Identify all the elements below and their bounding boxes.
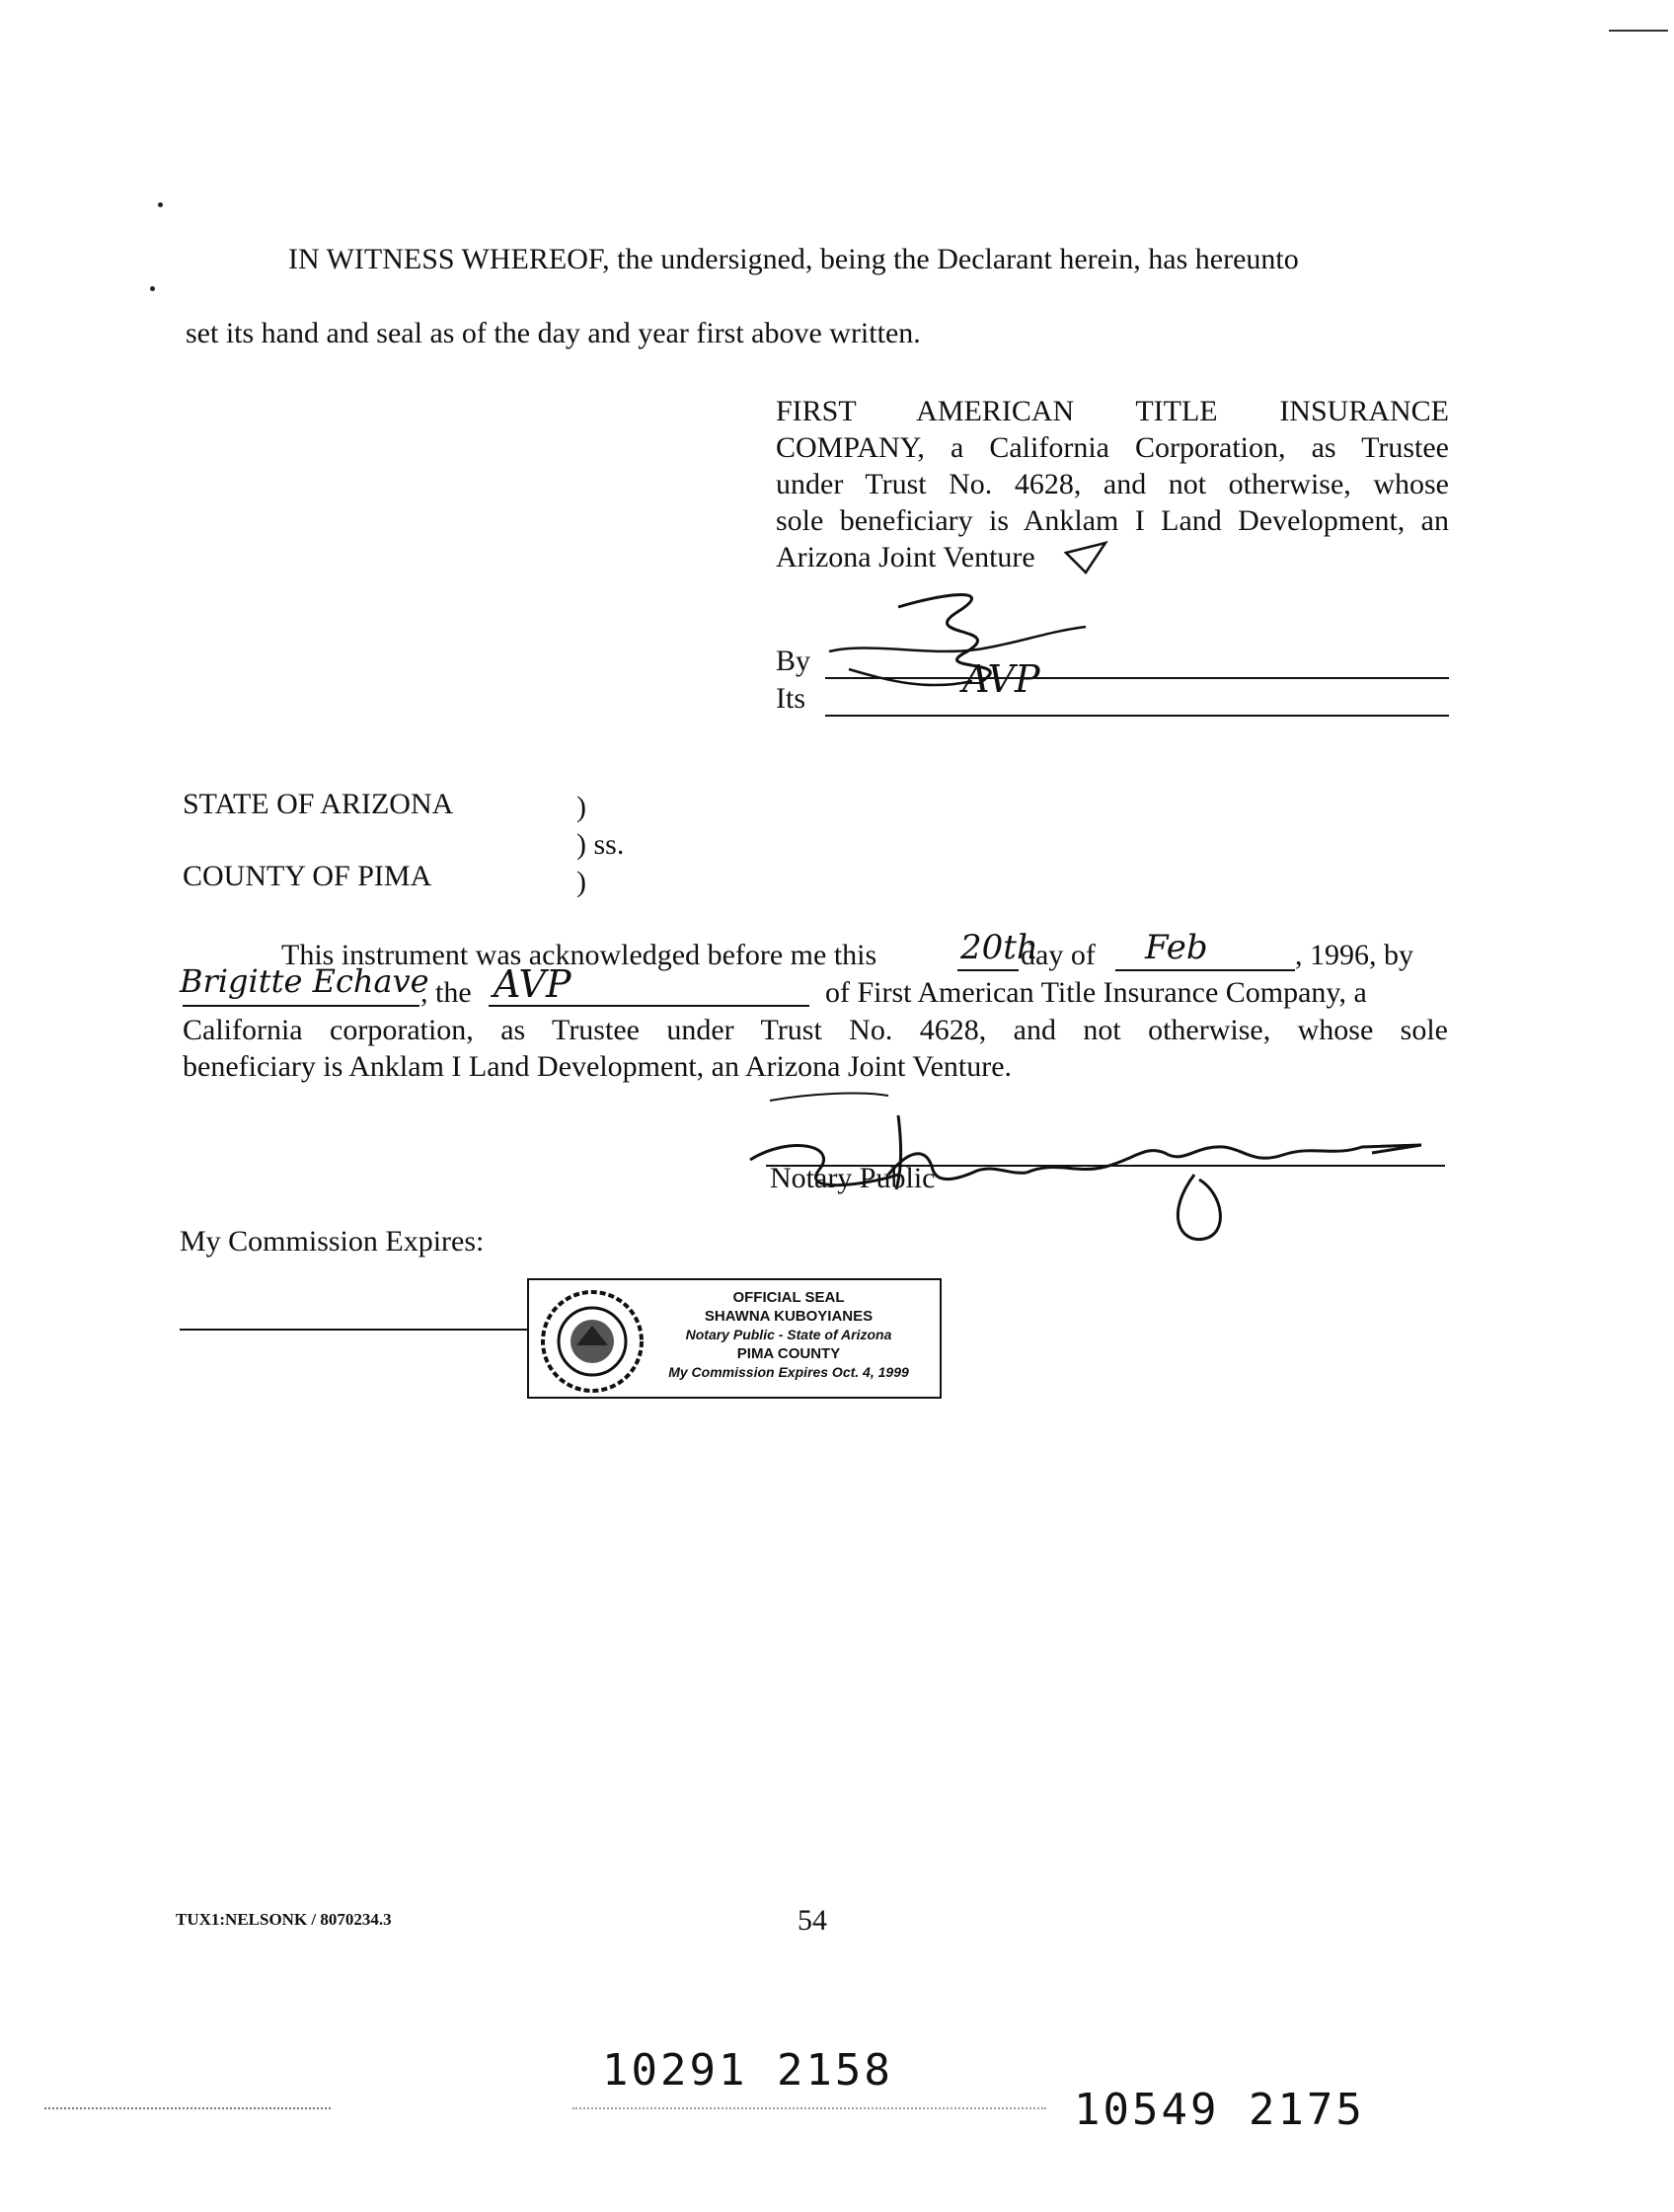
ack-text-d: , the [420, 976, 472, 1009]
by-label: By [776, 645, 811, 677]
venue-paren-1: ) [576, 791, 586, 823]
recording-number-1: 10291 2158 [602, 2045, 893, 2096]
venue-paren-3: ) [576, 866, 586, 898]
its-value: AVP [962, 657, 1040, 701]
venue-ss: ) ss. [576, 828, 625, 861]
by-signature-line [825, 677, 1449, 679]
seal-line-2: SHAWNA KUBOYIANES [704, 1308, 874, 1325]
company-line-1: FIRST AMERICAN TITLE INSURANCE [776, 395, 1449, 427]
ack-day-value: 20th [960, 928, 1038, 967]
ack-month-line [1115, 969, 1295, 971]
ack-text-b: day of [1021, 939, 1096, 971]
witness-line-1: IN WITNESS WHEREOF, the undersigned, being the Declarant herein, has hereunto [288, 243, 1299, 275]
official-seal-stamp [527, 1278, 942, 1399]
commission-line [180, 1329, 527, 1331]
footer-doc-id: TUX1:NELSONK / 8070234.3 [176, 1910, 392, 1929]
venue-county: COUNTY OF PIMA [183, 860, 432, 892]
its-label: Its [776, 682, 805, 715]
seal-line-3: Notary Public - State of Arizona [685, 1327, 892, 1342]
recording-number-2: 10549 2175 [1074, 2085, 1365, 2135]
ack-line-4: beneficiary is Anklam I Land Development, an Arizona Joint Venture. [183, 1050, 1013, 1083]
company-line-5: Arizona Joint Venture [776, 541, 1035, 573]
ack-signer-name: Brigitte Echave [180, 962, 429, 1000]
venue-state: STATE OF ARIZONA [183, 788, 454, 820]
seal-line-1: OFFICIAL SEAL [732, 1289, 845, 1306]
ack-text-c: , 1996, by [1295, 939, 1413, 971]
ack-text-e: of First American Title Insurance Company, a [825, 976, 1367, 1009]
ack-name-line [183, 1005, 419, 1007]
ack-text-a: This instrument was acknowledged before me this [281, 939, 877, 971]
its-signature-line [825, 715, 1449, 717]
ack-title-value: AVP [494, 962, 571, 1006]
commission-label: My Commission Expires: [180, 1225, 485, 1258]
company-line-2: COMPANY, a California Corporation, as Trustee [776, 431, 1449, 464]
footer-page-number: 54 [798, 1904, 827, 1937]
company-line-4: sole beneficiary is Anklam I Land Development, an [776, 504, 1449, 537]
seal-line-4: PIMA COUNTY [736, 1345, 841, 1362]
ack-month-value: Feb [1145, 928, 1208, 967]
ack-line-3: California corporation, as Trustee under Trust No. 4628, and not otherwise, whose sole [183, 1014, 1448, 1046]
notary-label: Notary Public [770, 1162, 936, 1194]
scan-trace [44, 2107, 331, 2109]
corporate-signature [809, 533, 1125, 730]
scan-trace-2 [572, 2107, 1046, 2109]
ack-day-line [957, 969, 1019, 971]
seal-text [646, 1288, 932, 1382]
state-seal-emblem [537, 1286, 647, 1397]
seal-line-5: My Commission Expires Oct. 4, 1999 [668, 1364, 909, 1380]
company-line-3: under Trust No. 4628, and not otherwise, whose [776, 468, 1449, 500]
witness-line-2: set its hand and seal as of the day and year first above written. [186, 317, 921, 349]
